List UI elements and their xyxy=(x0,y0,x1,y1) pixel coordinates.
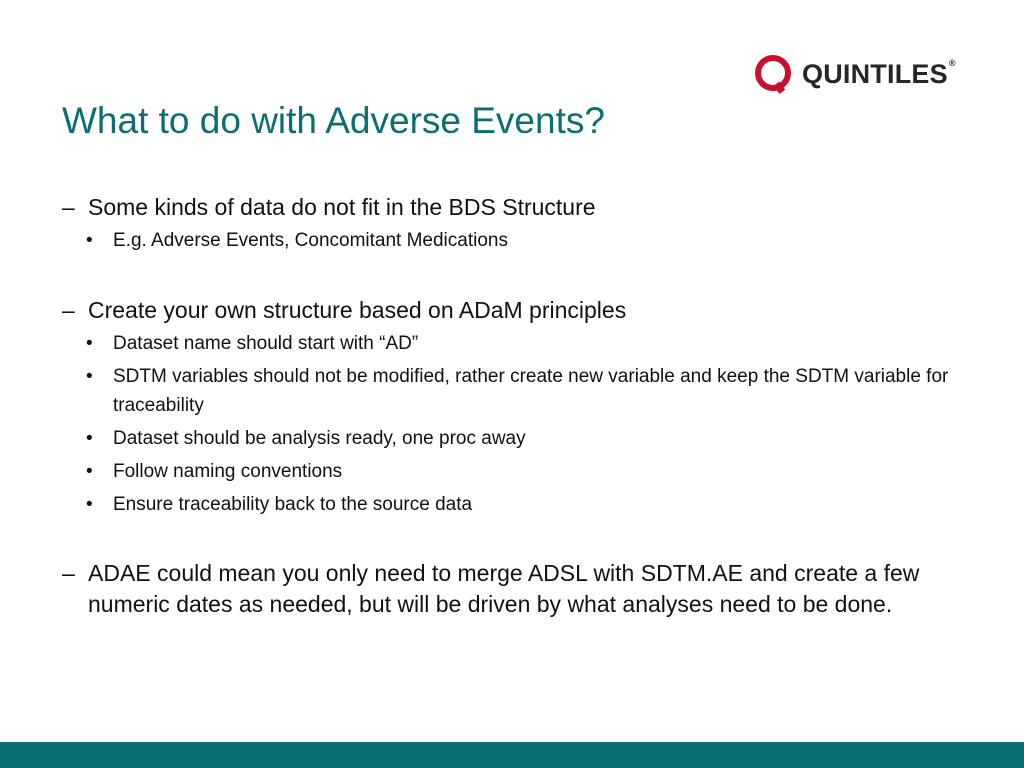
section-1-text: Some kinds of data do not fit in the BDS Structure xyxy=(88,194,596,220)
section-3-item xyxy=(62,558,962,620)
bullet-marker: • xyxy=(86,333,93,354)
section-2-bullet-4 xyxy=(86,457,962,486)
section-2-bullet-2 xyxy=(86,362,962,420)
logo-wordmark: QUINTILES® xyxy=(802,57,956,89)
section-3-text: ADAE could mean you only need to merge ADSL with SDTM.AE and create a few numeric dates as needed, but will be driven by what analyses need to be done. xyxy=(88,560,920,617)
bullet-marker: • xyxy=(86,428,93,449)
bullet-text: SDTM variables should not be modified, rather create new variable and keep the SDTM variable for traceability xyxy=(113,366,949,416)
bullet-text: E.g. Adverse Events, Concomitant Medications xyxy=(113,230,508,251)
bullet-marker: • xyxy=(86,230,93,251)
section-2-bullet-3 xyxy=(86,424,962,453)
bullet-marker: • xyxy=(86,461,93,482)
bullet-text: Ensure traceability back to the source data xyxy=(113,494,473,515)
spacer xyxy=(62,523,962,558)
dash-marker: – xyxy=(62,194,75,220)
section-2-bullet-1 xyxy=(86,329,962,358)
section-1-item xyxy=(62,192,962,223)
slide-content xyxy=(62,192,962,620)
spacer xyxy=(62,259,962,295)
section-2-item xyxy=(62,295,962,326)
slide-title: What to do with Adverse Events? xyxy=(62,100,605,141)
bullet-marker: • xyxy=(86,366,93,387)
bullet-text: Follow naming conventions xyxy=(113,461,343,482)
quintiles-q-logo-icon xyxy=(752,53,794,95)
bullet-text: Dataset name should start with “AD” xyxy=(113,333,419,354)
section-2-bullet-5 xyxy=(86,490,962,519)
section-1-bullet-1 xyxy=(86,226,962,255)
section-2-text: Create your own structure based on ADaM principles xyxy=(88,297,627,323)
dash-marker: – xyxy=(62,560,75,586)
footer-bar xyxy=(0,742,1024,768)
bullet-marker: • xyxy=(86,494,93,515)
quintiles-logo xyxy=(752,52,956,96)
dash-marker: – xyxy=(62,297,75,323)
bullet-text: Dataset should be analysis ready, one proc away xyxy=(113,428,526,449)
